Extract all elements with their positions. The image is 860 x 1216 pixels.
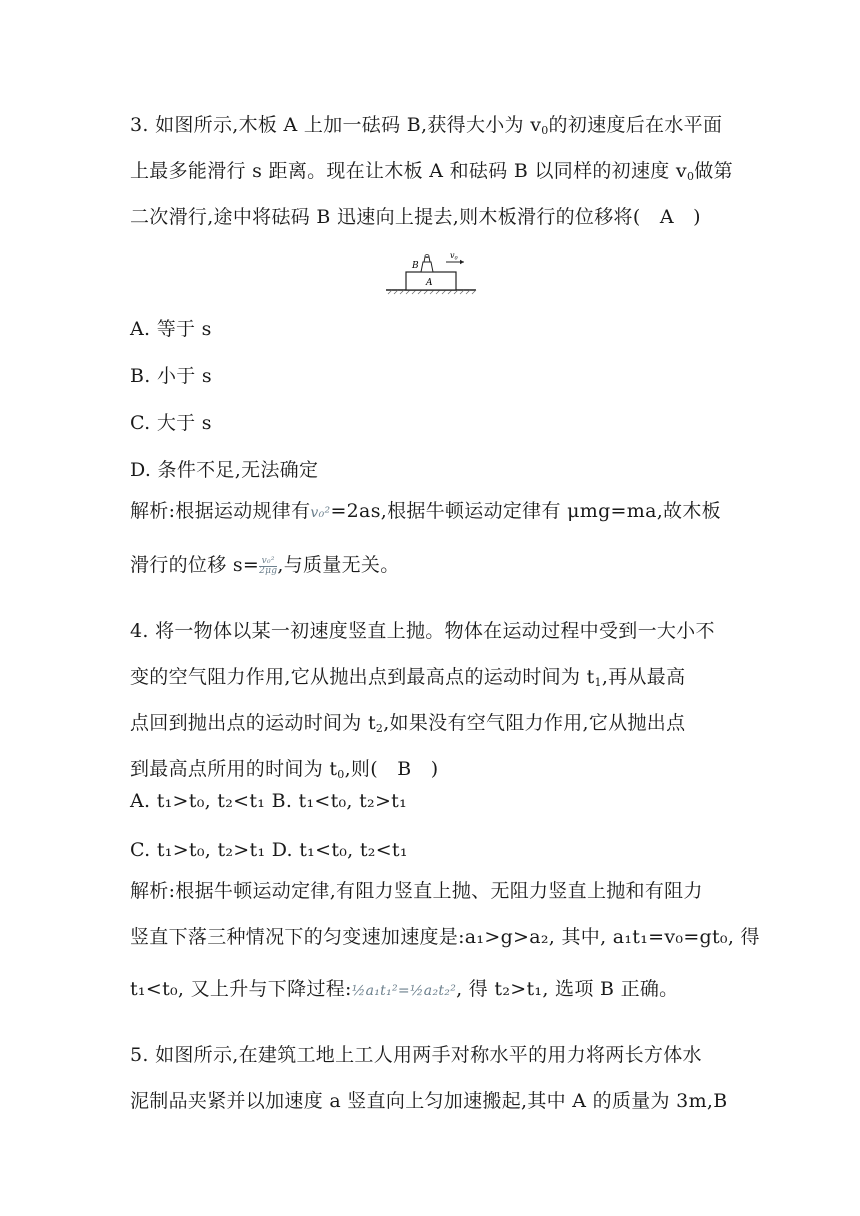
formula-image: ½a₁t₁²=½a₂t₂² xyxy=(351,983,457,999)
q3-line1: 3. 如图所示,木板 A 上加一砝码 B,获得大小为 $v_0$的初速度后在水平面 xyxy=(130,114,723,137)
q5-line2: 泥制品夹紧并以加速度 a 竖直向上匀加速搬起,其中 A 的质量为 3m,B xyxy=(130,1090,728,1112)
q3-analysis-line2: 滑行的位移 s= $\frac{\text{v₀²}}{2\mu g}$ ,与质量无关。 xyxy=(130,554,400,576)
q3-option-b: B. 小于 s xyxy=(130,365,212,387)
q4-analysis-line3: t₁<t₀, 又上升与下降过程:½a₁t₁²=½a₂t₂², 得 t₂>t₁, 选项 B 正确。 xyxy=(130,978,679,1000)
q3-option-a: A. 等于 s xyxy=(130,318,212,340)
q3-line2: 上最多能滑行 s 距离。现在让木板 A 和砝码 B 以同样的初速度 $v_0$做第 xyxy=(130,160,733,183)
q4-analysis-line2: 竖直下落三种情况下的匀变速加速度是:a₁>g>a₂, 其中, a₁t₁=v₀=gt₀, 得 xyxy=(130,926,760,948)
velocity-label: v0 xyxy=(450,251,458,262)
formula-fraction: $\frac{\text{v₀²}}{2\mu g}$ xyxy=(259,555,278,576)
q4-line4: 到最高点所用的时间为 $t_0$,则( B ) xyxy=(130,758,439,781)
weight-b xyxy=(421,262,433,272)
q4-line3: 点回到抛出点的运动时间为 $t_2$,如果没有空气阻力作用,它从抛出点 xyxy=(130,712,686,735)
q4-options-cd: C. t₁>t₀, t₂>t₁ D. t₁<t₀, t₂<t₁ xyxy=(130,839,408,861)
board-a-label: A xyxy=(426,278,433,288)
q4-line1: 4. 将一物体以某一初速度竖直上抛。物体在运动过程中受到一大小不 xyxy=(130,620,715,642)
weight-b-label: B xyxy=(412,261,419,271)
q3-option-d: D. 条件不足,无法确定 xyxy=(130,459,319,481)
q3-option-c: C. 大于 s xyxy=(130,412,212,434)
q3-line3: 二次滑行,途中将砝码 B 迅速向上提去,则木板滑行的位移将( A ) xyxy=(130,206,701,228)
q4-options-ab: A. t₁>t₀, t₂<t₁ B. t₁<t₀, t₂>t₁ xyxy=(130,790,408,812)
q5-line1: 5. 如图所示,在建筑工地上工人用两手对称水平的用力将两长方体水 xyxy=(130,1044,702,1066)
q4-line2: 变的空气阻力作用,它从抛出点到最高点的运动时间为 $t_1$,再从最高 xyxy=(130,666,686,689)
q3-figure xyxy=(384,248,478,296)
q3-analysis-line1: 解析:根据运动规律有v₀²=2as,根据牛顿运动定律有 μmg=ma,故木板 xyxy=(130,500,721,522)
formula-image: v₀² xyxy=(310,505,331,521)
q4-analysis-line1: 解析:根据牛顿运动定律,有阻力竖直上抛、无阻力竖直上抛和有阻力 xyxy=(130,880,703,902)
